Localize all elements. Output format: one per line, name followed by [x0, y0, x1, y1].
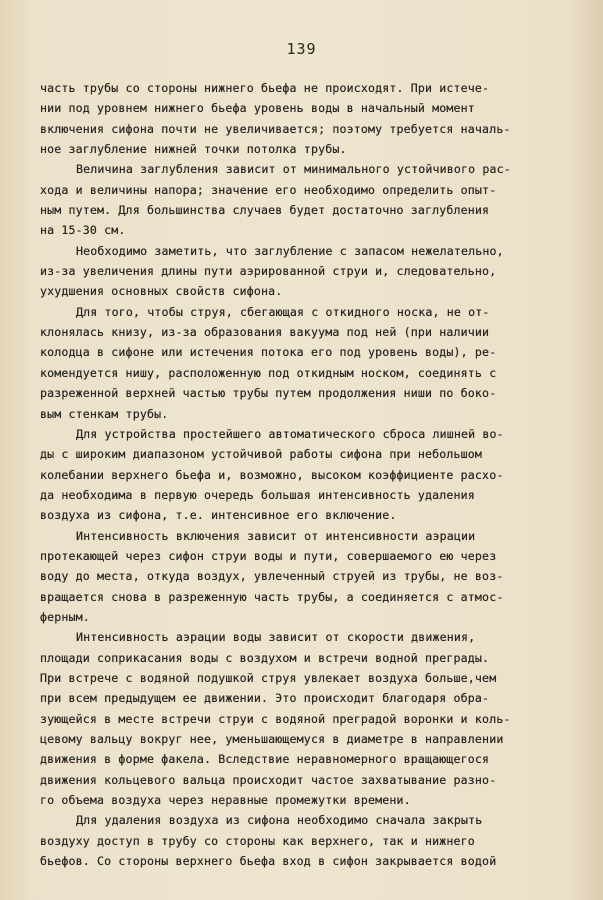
text-line: вращается снова в разреженную часть трубы, а соединяется с атмос-: [40, 589, 504, 604]
text-line: колодца в сифоне или истечения потока его под уровень воды), ре-: [40, 345, 497, 360]
text-line: Интенсивность аэрации воды зависит от скорости движения,: [76, 630, 476, 645]
text-line: хода и величины напора; значение его необходимо определить опыт-: [40, 182, 497, 197]
text-line: вым стенкам трубы.: [40, 406, 169, 421]
text-line: нии под уровнем нижнего бьефа уровень воды в начальный момент: [40, 101, 475, 116]
text-line: из-за увеличения длины пути аэрированной струи и, следовательно,: [40, 264, 497, 279]
text-line: ферным.: [40, 609, 90, 624]
body-text: [40, 78, 580, 871]
text-line: движения кольцевого вальца происходит частое захватывание разно-: [40, 772, 497, 787]
text-line: зующейся в месте встречи струи с водяной преградой воронки и коль-: [40, 711, 511, 726]
text-line: при всем предыдущем ее движении. Это происходит благодаря обра-: [40, 691, 490, 706]
text-line: Величина заглубления зависит от минимального устойчивого рас-: [76, 162, 511, 177]
text-line: включения сифона почти не увеличивается; поэтому требуется началь-: [40, 121, 511, 136]
text-line: цевому вальцу вокруг нее, уменьшающемуся в диаметре в направлении: [40, 732, 504, 746]
text-line: движения в форме факела. Вследствие неравномерного вращающегося: [40, 752, 490, 767]
text-line: При встрече с водяной подушкой струя увлекает воздуха больше,чем: [40, 670, 497, 685]
text-line: протекающей через сифон струи воды и пути, совершаемого ею через: [40, 548, 497, 563]
text-line: разреженной верхней частью трубы путем продолжения ниши по боко-: [40, 386, 497, 401]
text-line: на 15-30 см.: [40, 223, 126, 238]
text-line: ное заглубление нижней точки потолка трубы.: [40, 142, 347, 157]
page-number: 139: [286, 40, 317, 58]
text-line: Для того, чтобы струя, сбегающая с откидного носка, не от-: [76, 304, 490, 319]
text-line: клонялась книзу, из-за образования вакуума под ней (при наличии: [40, 325, 490, 340]
text-line: да необходима в первую очередь большая интенсивность удаления: [40, 487, 475, 502]
text-line: Необходимо заметить, что заглубление с запасом нежелательно,: [76, 243, 504, 258]
text-line: ным путем. Для большинства случаев будет достаточно заглубления: [40, 203, 490, 218]
text-line: воздуху доступ в трубу со стороны как верхнего, так и нижнего: [40, 833, 475, 848]
text-line: бьефов. Со стороны верхнего бьефа вход в сифон закрывается водой: [40, 854, 497, 869]
text-line: Для устройства простейшего автоматического сброса лишней во-: [76, 426, 504, 441]
text-line: ды с широким диапазоном устойчивой работы сифона при небольшом: [40, 447, 483, 462]
text-line: колебании верхнего бьефа и, возможно, высоком коэффициенте расхо-: [40, 467, 504, 482]
text-line: площади соприкасания воды с воздухом и встречи водной преграды.: [40, 650, 490, 665]
text-line: воздуха из сифона, т.е. интенсивное его включение.: [40, 508, 397, 523]
text-line: го объема воздуха через неравные промежутки времени.: [40, 793, 411, 808]
text-line: Для удаления воздуха из сифона необходимо сначала закрыть: [76, 813, 483, 828]
text-line: комендуется нишу, расположенную под откидным носком, соединять с: [40, 365, 497, 380]
text-line: Интенсивность включения зависит от интенсивности аэрации: [76, 528, 476, 543]
text-line: воду до места, откуда воздух, увлеченный струей из трубы, не воз-: [40, 569, 504, 584]
text-line: часть трубы со стороны нижнего бьефа не происходят. При истече-: [40, 81, 490, 95]
text-line: ухудшения основных свойств сифона.: [40, 284, 283, 299]
